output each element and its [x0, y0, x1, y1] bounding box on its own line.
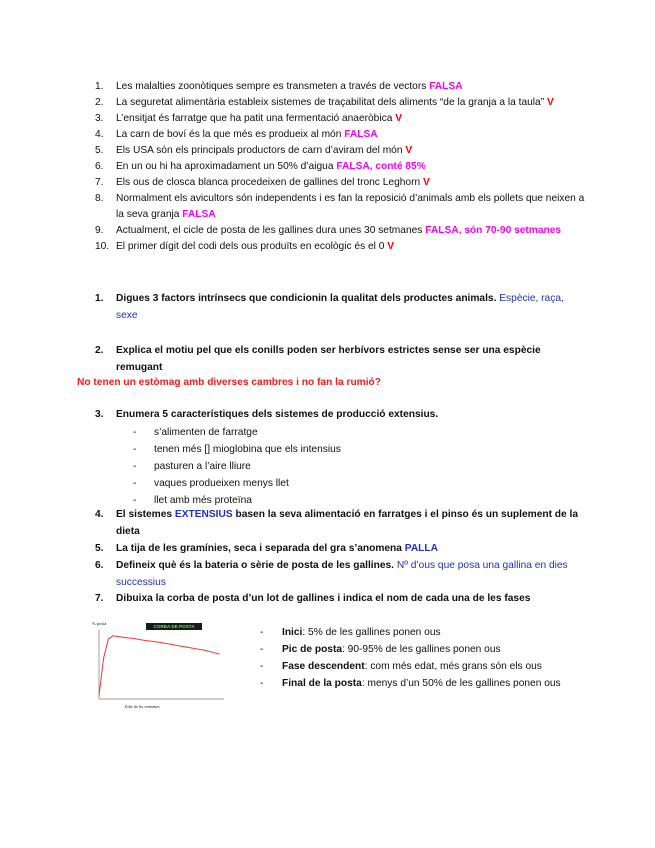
statement-number: 7.: [95, 177, 104, 188]
statement-item: [92, 143, 592, 159]
phase-description: : com més edat, més grans són els ous: [364, 661, 542, 672]
chart-point: [168, 644, 169, 645]
question-text: La tija de les gramínies, seca i separada del gra s’anomena: [116, 543, 405, 554]
characteristic-item: [133, 458, 341, 475]
characteristic-item: [133, 424, 341, 441]
chart-point: [133, 638, 134, 639]
phase-item: [258, 624, 561, 641]
question-text: Dibuixa la corba de posta d’un lot de gallines i indica el nom de cada una de les fases: [116, 593, 531, 604]
question-1: [92, 290, 582, 324]
statement-text: La carn de boví és la que més es produeix al món: [116, 129, 345, 140]
phase-item: [258, 658, 561, 675]
question-number: 5.: [95, 543, 104, 554]
question-number: 7.: [95, 593, 104, 604]
phase-item: [258, 675, 561, 692]
statement-answer: FALSA, són 70-90 setmanes: [425, 225, 562, 236]
statement-text: Els USA són els principals productors de carn d’aviram del món: [116, 145, 406, 156]
chart-point: [214, 652, 215, 653]
statement-answer: FALSA: [344, 129, 378, 140]
statement-number: 2.: [95, 97, 104, 108]
statement-number: 8.: [95, 193, 104, 204]
question-text: Explica el motiu pel que els conills poden ser herbívors estrictes sense ser una espècie remugant: [116, 345, 541, 373]
statement-text: La seguretat alimentària estableix sistemes de traçabilitat dels aliments “de la granja a la taula”: [116, 97, 547, 108]
statement-number: 6.: [95, 161, 104, 172]
characteristic-text: vaques produeixen menys llet: [154, 478, 289, 489]
chart-point: [108, 639, 109, 640]
phase-description: : 5% de les gallines ponen ous: [302, 627, 441, 638]
statement-item: [92, 239, 592, 255]
statement-answer: V: [395, 113, 403, 124]
statement-text: L’ensitjat és farratge que ha patit una fermentació anaeròbica: [116, 113, 396, 124]
statement-item: [92, 79, 592, 95]
chart-point: [191, 648, 192, 649]
question-number: 4.: [95, 509, 104, 520]
statement-number: 3.: [95, 113, 104, 124]
chart-point: [113, 635, 114, 636]
statement-text: Normalment els avicultors són independents i es fan la reposició d’animals amb els pollets que neixen a la seva granja: [116, 193, 585, 220]
chart-point: [117, 636, 118, 637]
phase-label: Fase descendent: [282, 661, 365, 672]
question-text: Digues 3 factors intrínsecs que condicionin la qualitat dels productes animals.: [116, 293, 500, 304]
dash-marker: -: [133, 444, 137, 455]
statement-answer: FALSA: [182, 209, 216, 220]
characteristic-text: llet amb més proteïna: [154, 495, 252, 506]
statement-number: 4.: [95, 129, 104, 140]
statement-text: El primer dígit del codi dels ous produïts en ecològic és el 0: [116, 241, 388, 252]
chart-point: [103, 658, 104, 659]
phase-item: [258, 641, 561, 658]
statement-item: [92, 111, 592, 127]
statement-text: Actualment, el cicle de posta de les gallines dura unes 30 setmanes: [116, 225, 426, 236]
statement-item: [92, 127, 592, 143]
question-2: [92, 342, 582, 376]
statement-number: 9.: [95, 225, 104, 236]
chart-series-line: [99, 636, 219, 696]
question-3: [92, 406, 582, 423]
question-4: [92, 506, 582, 540]
statement-number: 5.: [95, 145, 104, 156]
dash-marker: -: [133, 495, 137, 506]
extensive-characteristics-list: [133, 424, 341, 509]
characteristic-text: tenen més [] mioglobina que els intensius: [154, 444, 341, 455]
chart-title: CORBA DE POSTA: [153, 624, 195, 630]
statement-answer: FALSA: [429, 81, 463, 92]
statement-answer: V: [387, 241, 395, 252]
dash-marker: -: [133, 427, 137, 438]
chart-point: [145, 640, 146, 641]
phase-label: Inici: [282, 627, 303, 638]
question-text: Enumera 5 característiques dels sistemes de producció extensius.: [116, 409, 439, 420]
dash-marker: -: [260, 644, 264, 655]
question-5: [92, 540, 582, 557]
phase-description: : 90-95% de les gallines ponen ous: [342, 644, 501, 655]
dash-marker: -: [133, 478, 137, 489]
statement-number: 10.: [95, 241, 110, 252]
question-answer: Nº d’ous que posa una gallina en dies successius: [116, 560, 568, 588]
question-2-answer: No tenen un estòmag amb diverses cambres i no fan la rumió?: [77, 377, 382, 388]
statement-number: 1.: [95, 81, 104, 92]
statement-item: [92, 191, 592, 223]
laying-curve-chart: [90, 617, 230, 709]
chart-point: [203, 650, 204, 651]
question-answer: Espècie, raça, sexe: [116, 293, 564, 321]
phase-label: Final de la posta: [282, 678, 362, 689]
question-text-before: El sistemes: [116, 509, 175, 520]
question-answer: EXTENSIUS: [174, 509, 233, 520]
question-number: 2.: [95, 345, 104, 356]
statement-item: [92, 95, 592, 111]
statement-text: Els ous de closca blanca procedeixen de gallines del tronc Leghorn: [116, 177, 423, 188]
chart-xlabel: Edat de les setmanes: [125, 704, 160, 709]
question-6: [92, 557, 582, 591]
statement-text: En un ou hi ha aproximadament un 50% d’aigua: [116, 161, 337, 172]
question-text-after: basen la seva alimentació en farratges i el pinso és un suplement de la dieta: [116, 509, 579, 537]
phase-description: : menys d’un 50% de les gallines ponen ous: [361, 678, 561, 689]
statement-answer: V: [405, 145, 413, 156]
chart-point: [219, 654, 220, 655]
statement-answer: V: [422, 177, 430, 188]
characteristic-text: s’alimenten de farratge: [154, 427, 258, 438]
dash-marker: -: [133, 461, 137, 472]
chart-point: [157, 642, 158, 643]
statement-text: Les malalties zoonòtiques sempre es transmeten a través de vectors: [116, 81, 430, 92]
statement-answer: FALSA, conté 85%: [336, 161, 426, 172]
question-number: 6.: [95, 560, 104, 571]
dash-marker: -: [260, 661, 264, 672]
laying-phases-list: [258, 624, 561, 692]
phase-label: Pic de posta: [282, 644, 343, 655]
characteristic-item: [133, 441, 341, 458]
characteristic-item: [133, 475, 341, 492]
question-7: [92, 590, 582, 607]
statement-answer: V: [546, 97, 554, 108]
chart-point: [180, 646, 181, 647]
characteristic-text: pasturen a l’aire lliure: [154, 461, 251, 472]
dash-marker: -: [260, 627, 264, 638]
statement-item: [92, 175, 592, 191]
question-number: 3.: [95, 409, 104, 420]
statement-item: [92, 159, 592, 175]
question-text: Defineix què és la bateria o sèrie de posta de les gallines.: [116, 560, 397, 571]
statement-item: [92, 223, 592, 239]
true-false-list: [92, 79, 592, 255]
chart-point: [122, 637, 123, 638]
chart-point: [99, 695, 100, 696]
chart-ylabel: % posta: [92, 621, 107, 626]
dash-marker: -: [260, 678, 264, 689]
question-number: 1.: [95, 293, 104, 304]
question-answer: PALLA: [404, 543, 438, 554]
